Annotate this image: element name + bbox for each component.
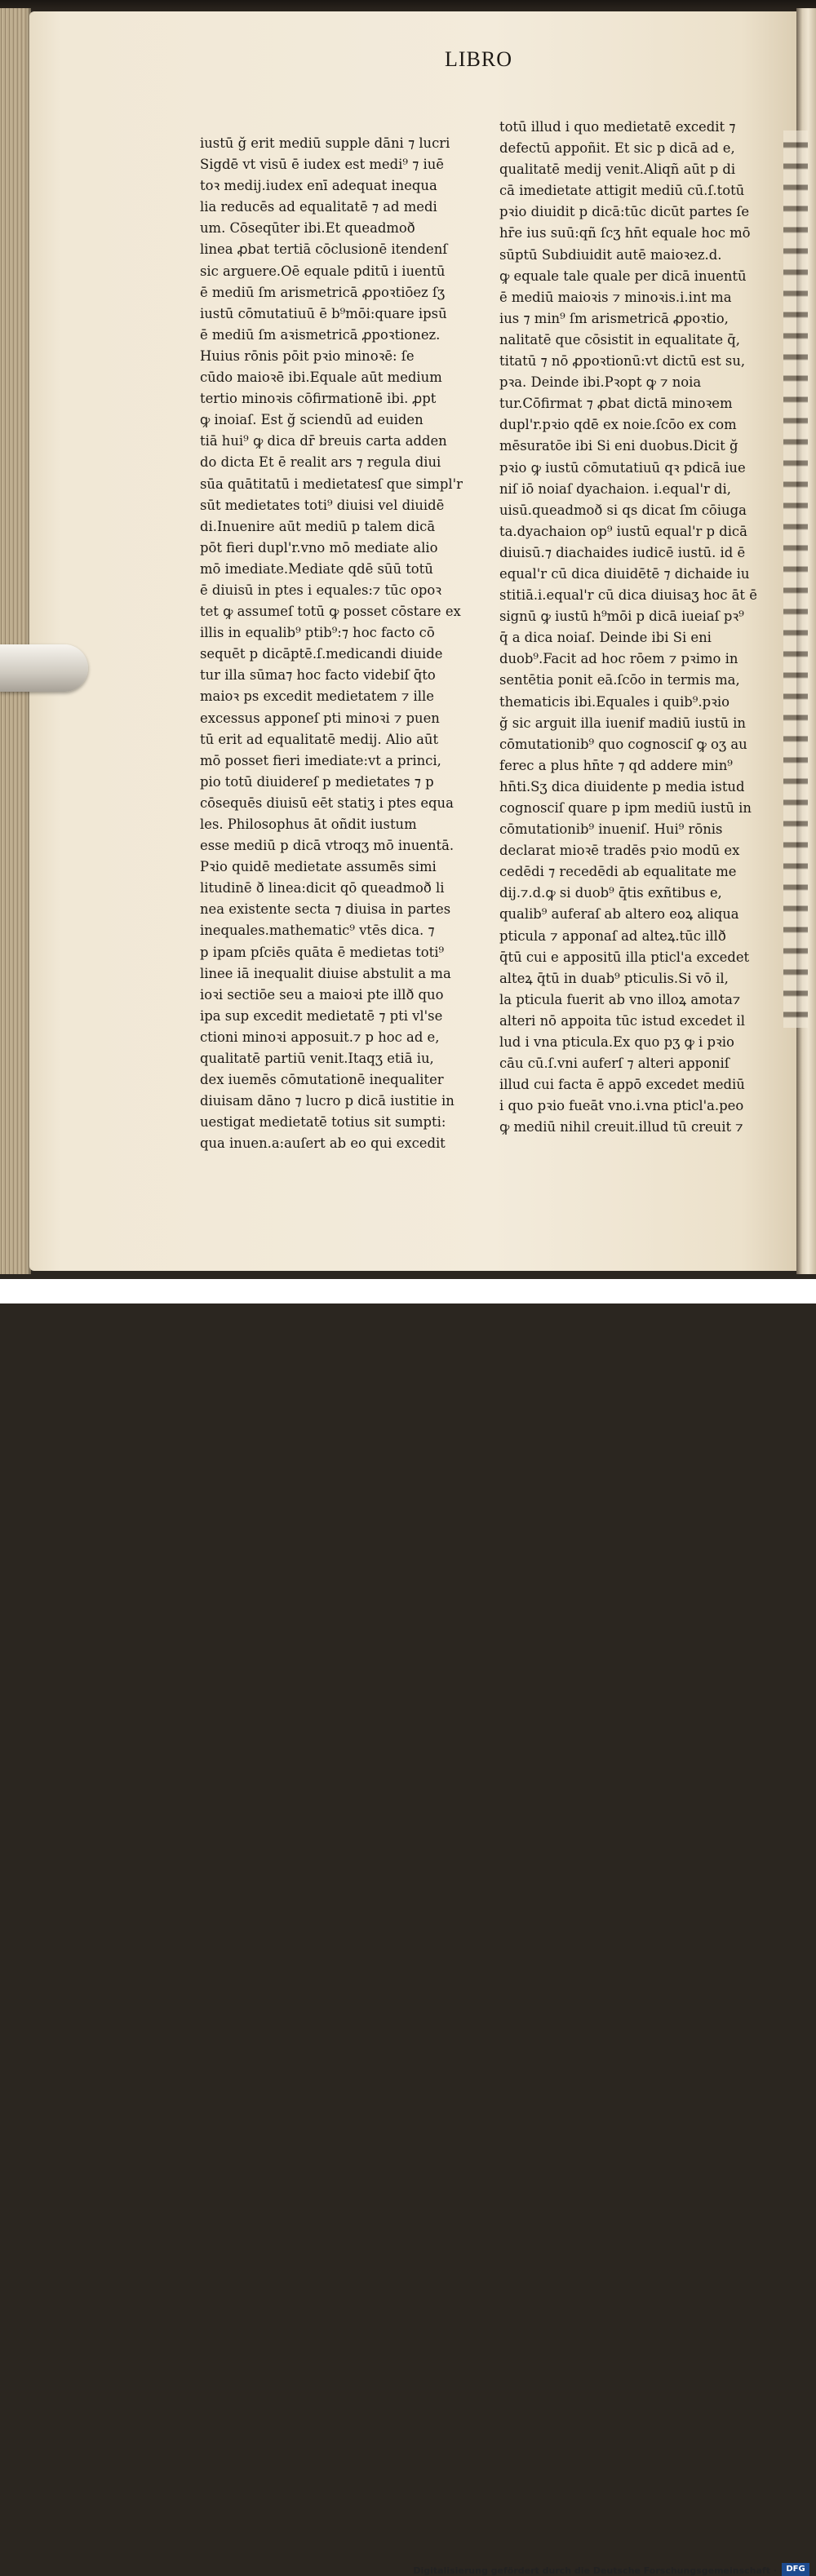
- text-line: qualitatē partiū venit.Itaqʒ etiā iu,: [200, 1051, 434, 1067]
- text-line: ipa sup excedit medietatē ⁊ pti vl'se: [200, 1007, 443, 1024]
- text-line: ctioni minoꝛi apposuit.⁊ p hoc ad e,: [200, 1029, 440, 1045]
- text-line: stitiā.i.equal'r cū dica diuisaʒ hoc āt ē: [499, 587, 757, 604]
- text-line: Huius rōnis pōit pꝛio minoꝛē: ſe: [200, 347, 415, 364]
- text-line: illud cui facta ē appō excedet mediū: [499, 1077, 745, 1093]
- text-line: illis in equalib⁹ ptib⁹:⁊ hoc facto cō: [200, 625, 435, 641]
- text-line: duob⁹.Facit ad hoc rōem ⁊ pꝛimo in: [499, 651, 738, 667]
- text-line: diuisam dāno ⁊ lucro p dicā iustitie in: [200, 1093, 455, 1109]
- text-line: mō imediate.Mediate qdē sūū totū: [200, 560, 433, 577]
- text-line: excessus apponeſ pti minoꝛi ⁊ puen: [200, 710, 440, 726]
- text-line: p ipam pſciēs quāta ē medietas toti⁹: [200, 944, 445, 960]
- text-line: ta.dyachaion op⁹ iustū equal'r p dicā: [499, 523, 747, 539]
- text-line: equal'r cū dica diuidētē ⁊ dichaide iu: [499, 565, 750, 582]
- text-line: qua inuen.a:auſert ab eo qui excedit: [200, 1135, 446, 1152]
- text-line: thematicis ibi.Equales i quib⁹.pꝛio: [499, 693, 730, 710]
- text-line: linea ꝓbat tertiā cōclusionē itendenſ: [200, 241, 448, 258]
- text-line: maioꝛ ps excedit medietatem ⁊ ille: [200, 688, 434, 705]
- text-line: inequales.mathematic⁹ vtēs dica. ⁊: [200, 923, 435, 939]
- text-line: pꝛio ꝙ iustū cōmutatiuū qꝛ pdicā iue: [499, 459, 746, 476]
- book-spread: [0, 0, 816, 1279]
- text-line: diuisū.⁊ diachaides iudicē iustū. id ē: [499, 544, 746, 560]
- page-header: LIBRO: [445, 47, 512, 71]
- text-line: di.Inuenire aūt mediū p talem dicā: [200, 518, 436, 534]
- text-line: la pticula fuerit ab vno illoꝝ amota⁊: [499, 991, 741, 1007]
- text-line: Sigdē vt visū ē iudex est medi⁹ ⁊ iuē: [200, 157, 444, 173]
- text-line: qualitatē medij venit.Aliqñ aūt p di: [499, 162, 736, 178]
- text-line: hn̄ti.Sʒ dica diuidente p media istud: [499, 778, 745, 794]
- text-line: sūptū Subdiuidit autē maioꝛez.d.: [499, 246, 722, 263]
- text-line: sic arguere.Oē equale pditū i iuentū: [200, 263, 446, 279]
- text-line: cognosciſ quare p ipm mediū iustū in: [499, 800, 752, 816]
- text-line: mēsuratōe ibi Si eni duobus.Dicit ğ: [499, 438, 738, 454]
- text-line: pōt fieri dupl'r.vno mō mediate alio: [200, 539, 438, 555]
- text-line: ğ sic arguit illa iuenif madiū iustū in: [499, 715, 746, 731]
- text-line: cedēdi ⁊ recedēdi ab equalitate me: [499, 864, 737, 880]
- text-line: lud i vna pticula.Ex quo pʒ ꝙ i pꝛio: [499, 1034, 734, 1051]
- text-line: sequēt p dicāptē.ſ.medicandi diuide: [200, 646, 443, 662]
- text-line: ē mediū ſm aꝛismetricā ꝓpoꝛtionez.: [200, 326, 441, 343]
- text-line: tet ꝙ assumeſ totū ꝙ posset cōstare ex: [200, 604, 461, 620]
- page-edges-left: [0, 8, 31, 1274]
- text-line: linee iā inequalit diuise abstulit a ma: [200, 965, 451, 981]
- text-line: ioꝛi sectiōe seu a maioꝛi pte illð quo: [200, 986, 444, 1003]
- footer-bar: [0, 1279, 816, 2576]
- text-line: les. Philosophus āt oñdit iustum: [200, 817, 417, 832]
- text-line: qualib⁹ auferaſ ab altero eoꝝ aliqua: [499, 906, 739, 923]
- text-line: ius ⁊ min⁹ ſm arismetricā ꝓpoꝛtio,: [499, 310, 729, 326]
- text-line: pticula ⁊ apponaſ ad alteꝝ.tūc illð: [499, 927, 726, 944]
- text-line: ē mediū ſm arismetricā ꝓpoꝛtiōez ſʒ: [200, 284, 446, 300]
- text-line: ꝙ mediū nihil creuit.illud tū creuit ⁊: [499, 1119, 743, 1135]
- text-line: dij.⁊.d.ꝙ si duob⁹ q̄tis exñtibus e,: [499, 885, 722, 901]
- text-line: pꝛio diuidit p dicā:tūc dicūt partes ſe: [499, 204, 750, 220]
- text-line: pꝛa. Deinde ibi.Pꝛopt ꝙ ⁊ noia: [499, 374, 702, 391]
- credit-line: Digitalisierung gefördert durch die Deutsche Forschungsgemeinschaft ·: [413, 2565, 777, 2576]
- text-line: signū ꝙ iustū h⁹mōi p dicā iueiaſ pꝛ⁹: [499, 609, 744, 625]
- text-line: niſ iō noiaſ dyachaion. i.equal'r di,: [499, 480, 731, 497]
- dfg-logo: DFG: [782, 2563, 809, 2576]
- text-line: ē mediū maioꝛis ⁊ minoꝛis.i.int ma: [499, 289, 732, 305]
- text-line: do dicta Et ē realit ars ⁊ regula diui: [200, 454, 441, 471]
- text-line: hr̄e ius suū:qñ ſcʒ hn̄t equale hoc mō: [499, 225, 751, 241]
- text-line: toꝛ medij.iudex enī adequat inequa: [200, 178, 437, 194]
- text-line: ꝙ inoiaſ. Est ğ sciendū ad euiden: [200, 412, 424, 428]
- text-column-right: [499, 117, 757, 1139]
- text-line: cōmutationib⁹ inueniſ. Hui⁹ rōnis: [499, 821, 723, 838]
- text-line: titatū ⁊ nō ꝓpoꝛtionū:vt dictū est su,: [499, 353, 746, 370]
- text-line: cāu cū.ſ.vni auferſ ⁊ alteri apponiſ: [499, 1056, 730, 1072]
- text-line: ꝙ equale tale quale per dicā inuentū: [499, 268, 747, 284]
- bookmark-ribbon: [0, 644, 88, 692]
- text-line: alteri nō appoita tūc istud excedet il: [499, 1012, 745, 1029]
- text-line: q̄ a dica noiaſ. Deinde ibi Si eni: [499, 630, 712, 646]
- text-line: dex iuemēs cōmutationē inequaliter: [200, 1072, 444, 1088]
- text-line: cūdo maioꝛē ibi.Equale aūt medium: [200, 370, 442, 386]
- text-line: dupl'r.pꝛio qdē ex noie.ſcōo ex com: [499, 417, 737, 433]
- text-line: cōmutationib⁹ quo cognosciſ ꝙ oʒ au: [499, 736, 747, 752]
- text-line: uestigat medietatē totius sit sumpti:: [200, 1114, 446, 1131]
- text-line: tur illa sūma⁊ hoc facto videbiſ q̄to: [200, 667, 436, 684]
- text-line: ē diuisū in ptes i equales:⁊ tūc opoꝛ: [200, 582, 441, 598]
- text-line: alteꝝ q̄tū in duab⁹ pticulis.Si vō il,: [499, 970, 729, 986]
- text-line: tiā hui⁹ ꝙ dica dr̄ breuis carta adden: [200, 433, 447, 449]
- text-line: iustū cōmutatiuū ē b⁹mōi:quare ipsū: [200, 305, 447, 321]
- text-column-left: [200, 133, 463, 1155]
- text-line: sūt medietates toti⁹ diuisi vel diuidē: [200, 497, 445, 513]
- text-line: totū illud i quo medietatē excedit ⁊: [499, 119, 736, 135]
- neighbor-page-text: [783, 131, 808, 1028]
- text-line: cā imedietate attigit mediū cū.ſ.totū: [499, 183, 745, 199]
- text-line: declarat mioꝛē tradēs pꝛio modū ex: [499, 843, 740, 859]
- text-line: sūa quātitatū i medietatesſ que simpl'r: [200, 476, 463, 492]
- text-line: lia reducēs ad equalitatē ⁊ ad medi: [200, 199, 437, 215]
- text-line: sentētia ponit eā.ſcōo in termis ma,: [499, 672, 740, 688]
- text-line: i quo pꝛio fueāt vno.i.vna pticl'a.peo: [499, 1098, 744, 1114]
- text-line: tū erit ad equalitatē medij. Alio aūt: [200, 731, 439, 747]
- text-line: cōsequēs diuisū eēt statiʒ i ptes equa: [200, 794, 454, 811]
- text-line: iustū ğ erit mediū supple dāni ⁊ lucri: [200, 135, 450, 151]
- text-line: esse mediū p dicā vtroqʒ mō inuentā.: [200, 838, 455, 854]
- text-line: Pꝛio quidē medietate assumēs simi: [200, 859, 437, 875]
- text-line: tur.Cōfirmat ⁊ ꝓbat dictā minoꝛem: [499, 396, 733, 412]
- text-line: uisū.queadmoð si qs dicat ſm cōiuga: [499, 502, 747, 518]
- text-line: q̄tū cui e appositū illa pticl'a excedet: [499, 949, 750, 965]
- text-line: litudinē ð linea:dicit qō queadmoð li: [200, 880, 445, 896]
- text-line: nalitatē que cōsistit in equalitate q̄,: [499, 331, 740, 347]
- text-line: ferec a plus hn̄te ⁊ qd addere min⁹: [499, 757, 733, 773]
- text-line: tertio minoꝛis cōfirmationē ibi. ꝓpt: [200, 391, 437, 407]
- text-line: pio totū diuidereſ p medietates ⁊ p: [200, 773, 434, 790]
- text-line: um. Cōseqūter ibi.Et queadmoð: [200, 220, 415, 237]
- text-line: mō posset fieri imediate:vt a princi,: [200, 752, 441, 768]
- text-line: nea existente secta ⁊ diuisa in partes: [200, 901, 451, 918]
- text-line: defectū appoñit. Et sic p dicā ad e,: [499, 140, 735, 157]
